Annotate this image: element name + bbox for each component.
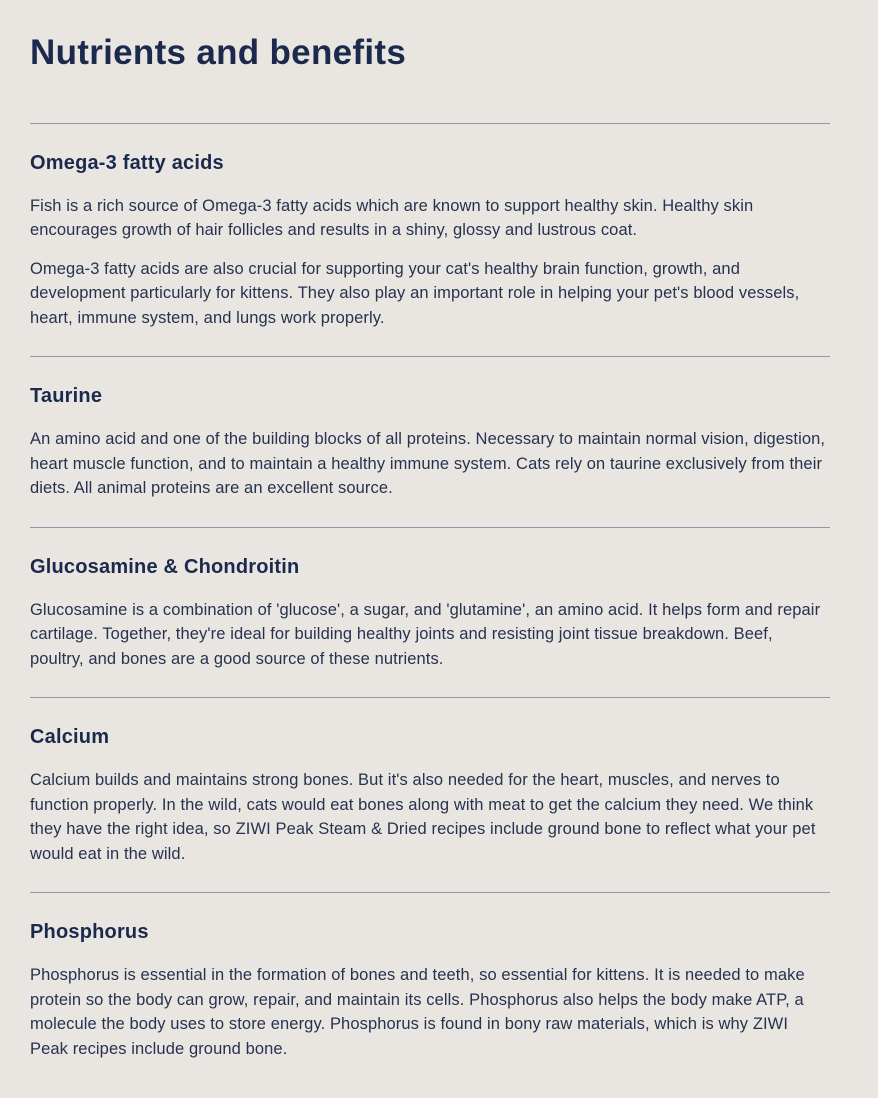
section-omega-3-fatty-acids: [30, 124, 830, 357]
section-glucosamine-chondroitin: [30, 528, 830, 698]
section-phosphorus: [30, 893, 830, 1087]
section-paragraph: An amino acid and one of the building blocks of all proteins. Necessary to maintain normal vision, digestion, heart muscle function, and to maintain a healthy immune system. Cats rely on taurine exclusively from their diets. All animal proteins are an excellent source.: [30, 430, 826, 497]
section-paragraph: Omega-3 fatty acids are also crucial for supporting your cat's healthy brain function, growth, and development particularly for kittens. They also play an important role in helping your pet's blood vessels, heart, immune system, and lungs work properly.: [30, 259, 800, 327]
section-paragraph: Glucosamine is a combination of 'glucose', a sugar, and 'glutamine', an amino acid. It helps form and repair cartilage. Together, they're ideal for building healthy joints and resisting joint tissue breakdown. Beef, poultry, and bones are a good source of these nutrients.: [30, 600, 821, 668]
section-heading-calcium: Calcium: [30, 726, 110, 748]
section-heading-phosphorus: Phosphorus: [30, 921, 149, 943]
section-taurine: [30, 357, 830, 527]
section-heading-glucosamine-chondroitin: Glucosamine & Chondroitin: [30, 555, 300, 578]
section-paragraph: Fish is a rich source of Omega-3 fatty acids which are known to support healthy skin. Healthy skin encourages growth of hair follicles and results in a shiny, glossy and lustrous coat.: [30, 196, 754, 239]
section-paragraph: Phosphorus is essential in the formation of bones and teeth, so essential for kittens. It is needed to make protein so the body can grow, repair, and maintain its cells. Phosphorus also helps the body make ATP, a molecule the body uses to store energy. Phosphorus is found in bony raw materials, which is why ZIWI Peak recipes include ground bone.: [30, 966, 805, 1058]
page-title: Nutrients and benefits: [30, 33, 407, 72]
nutrients-page: [30, 0, 830, 1087]
section-heading-omega-3: Omega-3 fatty acids: [30, 151, 224, 174]
section-heading-taurine: Taurine: [30, 385, 103, 407]
section-calcium: [30, 698, 830, 892]
section-paragraph: Calcium builds and maintains strong bones. But it's also needed for the heart, muscles, and nerves to function properly. In the wild, cats would eat bones along with meat to get the calcium they need. We think they have the right idea, so ZIWI Peak Steam & Dried recipes include ground bone to reflect what your pet would eat in the wild.: [30, 771, 816, 863]
